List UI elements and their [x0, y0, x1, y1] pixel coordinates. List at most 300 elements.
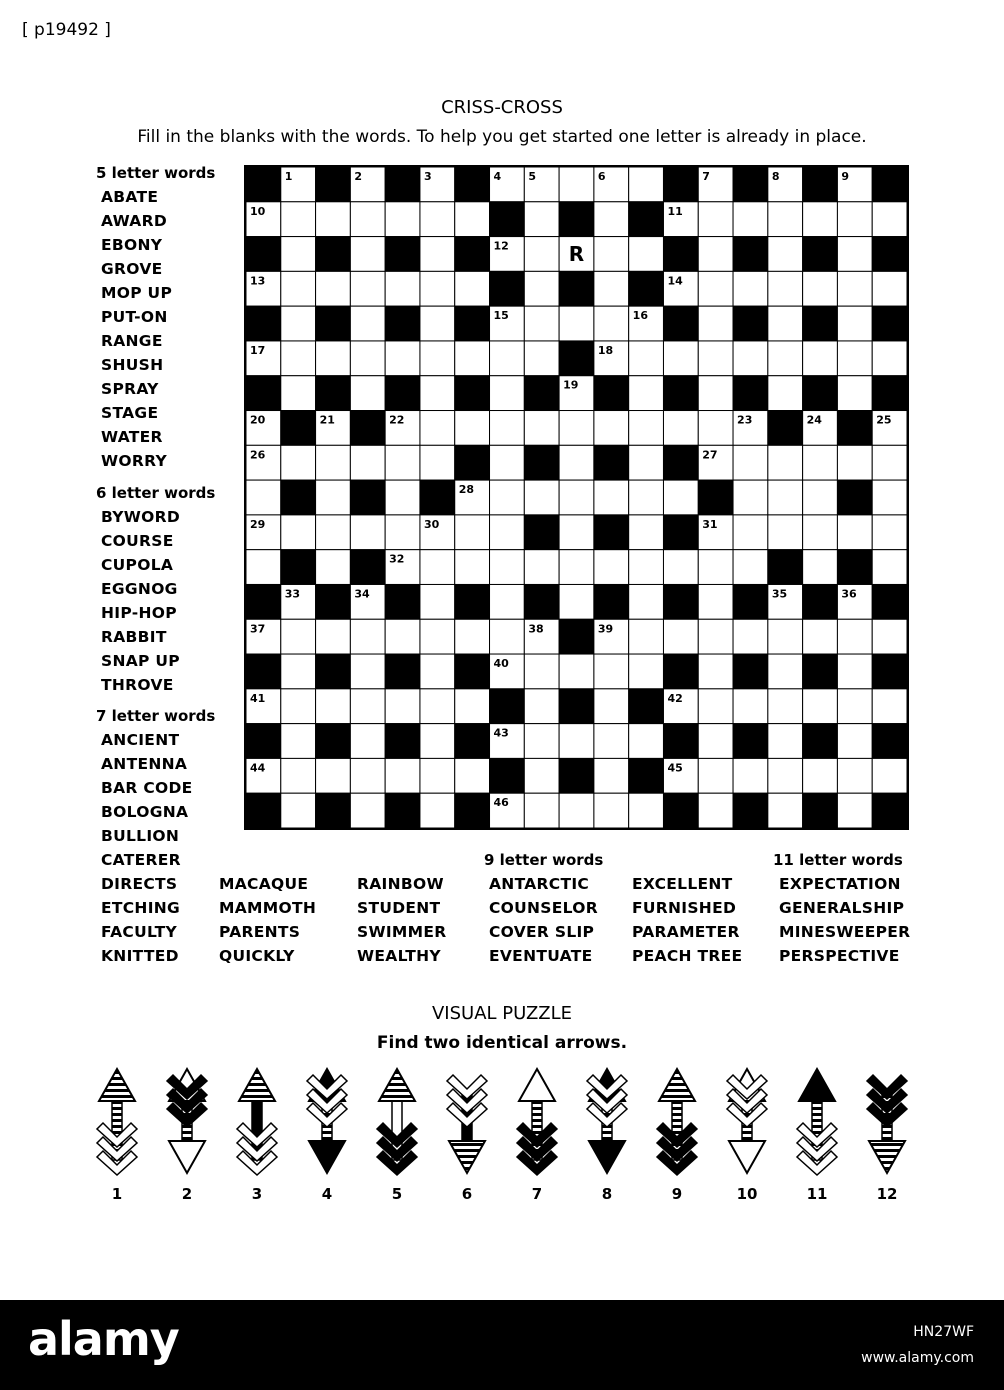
grid-cell[interactable] [837, 376, 872, 411]
grid-block [524, 515, 559, 550]
grid-cell[interactable] [559, 724, 594, 759]
grid-cell[interactable] [490, 411, 525, 446]
grid-cell[interactable] [385, 515, 420, 550]
clue-number: 43 [493, 726, 509, 740]
grid-block [385, 724, 420, 759]
grid-cell[interactable] [524, 689, 559, 724]
grid-cell[interactable] [594, 202, 629, 237]
clue-number: 38 [528, 622, 544, 636]
grid-cell[interactable] [837, 793, 872, 828]
grid-cell[interactable] [490, 376, 525, 411]
grid-cell[interactable] [629, 584, 664, 619]
grid-cell[interactable] [594, 793, 629, 828]
grid-cell[interactable] [316, 515, 351, 550]
grid-block [803, 793, 838, 828]
grid-cell[interactable] [420, 654, 455, 689]
grid-cell[interactable] [281, 445, 316, 480]
grid-cell[interactable] [698, 237, 733, 272]
grid-cell[interactable] [316, 445, 351, 480]
grid-cell[interactable] [385, 480, 420, 515]
grid-cell[interactable] [663, 550, 698, 585]
grid-cell[interactable] [246, 550, 281, 585]
grid-cell[interactable] [559, 480, 594, 515]
arrow-figure [167, 1069, 207, 1203]
grid-cell[interactable] [455, 202, 490, 237]
grid-cell[interactable] [733, 202, 768, 237]
grid-cell[interactable] [316, 758, 351, 793]
grid-cell[interactable] [768, 724, 803, 759]
grid-cell[interactable] [490, 550, 525, 585]
grid-cell[interactable] [629, 724, 664, 759]
grid-cell[interactable] [768, 689, 803, 724]
word-list-item: COVER SLIP [489, 923, 595, 941]
grid-cell[interactable] [316, 202, 351, 237]
clue-number: 41 [250, 691, 266, 705]
grid-block [455, 306, 490, 341]
grid-cell[interactable] [350, 758, 385, 793]
grid-cell[interactable] [629, 515, 664, 550]
grid-cell[interactable] [350, 689, 385, 724]
grid-cell[interactable] [385, 271, 420, 306]
grid-cell[interactable] [385, 619, 420, 654]
grid-cell[interactable] [698, 724, 733, 759]
grid-cell[interactable] [872, 689, 907, 724]
word-list-item: PARAMETER [632, 923, 740, 941]
grid-cell[interactable] [872, 550, 907, 585]
grid-block [281, 411, 316, 446]
grid-cell[interactable] [316, 341, 351, 376]
grid-cell[interactable] [837, 758, 872, 793]
grid-cell[interactable] [350, 202, 385, 237]
grid-cell[interactable] [420, 793, 455, 828]
grid-cell[interactable] [803, 202, 838, 237]
grid-cell[interactable] [385, 689, 420, 724]
grid-cell[interactable] [490, 445, 525, 480]
grid-cell[interactable] [524, 654, 559, 689]
grid-cell[interactable] [837, 341, 872, 376]
grid-cell[interactable] [524, 758, 559, 793]
grid-cell[interactable] [663, 619, 698, 654]
grid-cell[interactable] [629, 445, 664, 480]
grid-cell[interactable] [281, 654, 316, 689]
grid-block [281, 480, 316, 515]
grid-cell[interactable] [768, 515, 803, 550]
clue-number: 3 [423, 170, 432, 183]
grid-cell[interactable] [768, 341, 803, 376]
word-list-item: BOLOGNA [101, 803, 189, 821]
grid-cell[interactable] [837, 271, 872, 306]
grid-cell[interactable] [350, 654, 385, 689]
grid-cell[interactable] [385, 341, 420, 376]
grid-cell[interactable] [698, 584, 733, 619]
grid-cell[interactable] [385, 758, 420, 793]
grid-cell[interactable] [455, 411, 490, 446]
grid-cell[interactable] [350, 376, 385, 411]
clue-number: 27 [702, 448, 718, 462]
grid-cell[interactable] [316, 480, 351, 515]
grid-cell[interactable] [663, 341, 698, 376]
clue-number: 28 [458, 483, 475, 497]
grid-cell[interactable] [559, 550, 594, 585]
word-list-item: RABBIT [101, 628, 167, 646]
grid-cell[interactable] [698, 793, 733, 828]
grid-cell[interactable] [803, 445, 838, 480]
clue-number: 22 [389, 413, 405, 427]
grid-cell[interactable] [490, 515, 525, 550]
grid-cell[interactable] [803, 515, 838, 550]
grid-cell[interactable] [420, 306, 455, 341]
grid-cell[interactable] [594, 271, 629, 306]
clue-number: 14 [667, 274, 683, 288]
grid-cell[interactable] [490, 480, 525, 515]
clue-number: 37 [250, 622, 266, 636]
grid-cell[interactable] [629, 550, 664, 585]
grid-cell[interactable] [698, 411, 733, 446]
grid-cell[interactable] [559, 306, 594, 341]
grid-block [698, 480, 733, 515]
grid-cell[interactable] [733, 445, 768, 480]
clue-number: 5 [528, 170, 536, 183]
grid-cell[interactable] [733, 515, 768, 550]
grid-block [385, 376, 420, 411]
grid-block [594, 515, 629, 550]
grid-cell[interactable] [698, 306, 733, 341]
grid-cell[interactable] [490, 619, 525, 654]
clue-number: 26 [250, 448, 266, 462]
grid-cell[interactable] [872, 202, 907, 237]
grid-cell[interactable] [350, 619, 385, 654]
grid-cell[interactable] [594, 411, 629, 446]
grid-cell[interactable] [803, 271, 838, 306]
grid-cell[interactable] [629, 793, 664, 828]
grid-block [629, 758, 664, 793]
grid-cell[interactable] [698, 376, 733, 411]
grid-cell[interactable] [455, 619, 490, 654]
grid-cell[interactable] [594, 654, 629, 689]
grid-cell[interactable] [559, 793, 594, 828]
grid-cell[interactable] [350, 341, 385, 376]
grid-cell[interactable] [594, 237, 629, 272]
grid-block [663, 654, 698, 689]
arrow-label: 11 [806, 1185, 828, 1203]
grid-cell[interactable] [524, 793, 559, 828]
grid-cell[interactable] [350, 445, 385, 480]
word-list-item: PUT-ON [101, 308, 168, 326]
grid-cell[interactable] [837, 619, 872, 654]
grid-cell[interactable] [629, 654, 664, 689]
grid-cell[interactable] [594, 689, 629, 724]
grid-cell[interactable] [420, 376, 455, 411]
grid-cell[interactable] [385, 445, 420, 480]
word-list-item: BYWORD [101, 508, 181, 526]
grid-cell[interactable] [698, 619, 733, 654]
grid-cell[interactable] [455, 689, 490, 724]
grid-cell[interactable] [629, 480, 664, 515]
grid-cell[interactable] [524, 202, 559, 237]
arrow-label: 12 [876, 1185, 898, 1203]
grid-block [803, 584, 838, 619]
grid-cell[interactable] [872, 341, 907, 376]
grid-cell[interactable] [420, 619, 455, 654]
grid-cell[interactable] [420, 237, 455, 272]
arrow-label: 2 [181, 1185, 193, 1203]
grid-cell[interactable] [281, 271, 316, 306]
grid-block [837, 550, 872, 585]
grid-block [629, 202, 664, 237]
grid-cell[interactable] [629, 237, 664, 272]
grid-cell[interactable] [350, 237, 385, 272]
grid-cell[interactable] [455, 758, 490, 793]
grid-cell[interactable] [559, 654, 594, 689]
grid-cell[interactable] [768, 793, 803, 828]
arrow-label: 1 [111, 1185, 123, 1203]
grid-cell[interactable] [837, 306, 872, 341]
grid-cell[interactable] [768, 480, 803, 515]
grid-cell[interactable] [524, 271, 559, 306]
grid-cell[interactable] [837, 515, 872, 550]
word-list-heading: 11 letter words [773, 851, 903, 869]
grid-cell[interactable] [768, 619, 803, 654]
grid-cell[interactable] [629, 619, 664, 654]
grid-block [629, 271, 664, 306]
word-list-item: MACAQUE [219, 875, 309, 893]
grid-cell[interactable] [350, 515, 385, 550]
grid-cell[interactable] [837, 724, 872, 759]
grid-block [663, 724, 698, 759]
word-list-item: WORRY [101, 452, 168, 470]
grid-cell[interactable] [524, 480, 559, 515]
grid-cell[interactable] [316, 271, 351, 306]
grid-cell[interactable] [420, 550, 455, 585]
grid-block [350, 550, 385, 585]
grid-cell[interactable] [316, 619, 351, 654]
grid-cell[interactable] [872, 619, 907, 654]
clue-number: 10 [250, 204, 266, 218]
clue-number: 21 [319, 413, 335, 427]
grid-cell[interactable] [837, 654, 872, 689]
grid-cell[interactable] [559, 167, 594, 202]
grid-cell[interactable] [246, 480, 281, 515]
grid-block [350, 411, 385, 446]
grid-cell[interactable] [420, 341, 455, 376]
grid-cell[interactable] [698, 758, 733, 793]
grid-cell[interactable] [524, 341, 559, 376]
clue-number: 32 [389, 552, 405, 566]
grid-block [803, 654, 838, 689]
grid-cell[interactable] [768, 654, 803, 689]
word-list-item: STAGE [101, 404, 159, 422]
grid-cell[interactable] [837, 237, 872, 272]
grid-cell[interactable] [837, 445, 872, 480]
grid-block [872, 724, 907, 759]
grid-cell[interactable] [281, 306, 316, 341]
grid-cell[interactable] [420, 411, 455, 446]
arrow-label: 7 [531, 1185, 543, 1203]
grid-cell[interactable] [768, 271, 803, 306]
grid-cell[interactable] [420, 689, 455, 724]
grid-cell[interactable] [559, 445, 594, 480]
grid-cell[interactable] [733, 480, 768, 515]
grid-cell[interactable] [594, 758, 629, 793]
grid-cell[interactable] [872, 758, 907, 793]
arrow-label: 5 [391, 1185, 403, 1203]
grid-cell[interactable] [768, 202, 803, 237]
grid-cell[interactable] [281, 515, 316, 550]
grid-cell[interactable] [733, 271, 768, 306]
grid-cell[interactable] [316, 689, 351, 724]
grid-cell[interactable] [837, 202, 872, 237]
word-list-item: ANTENNA [101, 755, 188, 773]
grid-cell[interactable] [490, 584, 525, 619]
grid-cell[interactable] [594, 550, 629, 585]
grid-cell[interactable] [803, 619, 838, 654]
grid-cell[interactable] [594, 724, 629, 759]
grid-cell[interactable] [559, 411, 594, 446]
arrow-figure [797, 1069, 837, 1203]
grid-cell[interactable] [698, 654, 733, 689]
word-list-item: CUPOLA [101, 556, 174, 574]
arrow-label: 8 [601, 1185, 613, 1203]
grid-block [316, 376, 351, 411]
clue-number: 24 [806, 413, 822, 427]
grid-cell[interactable] [872, 480, 907, 515]
grid-cell[interactable] [455, 515, 490, 550]
arrow-label: 6 [461, 1185, 473, 1203]
grid-block [420, 480, 455, 515]
grid-cell[interactable] [281, 376, 316, 411]
grid-cell[interactable] [698, 341, 733, 376]
grid-cell[interactable] [524, 237, 559, 272]
grid-cell[interactable] [281, 758, 316, 793]
grid-cell[interactable] [594, 480, 629, 515]
grid-cell[interactable] [559, 584, 594, 619]
grid-cell[interactable] [837, 689, 872, 724]
grid-cell[interactable] [733, 689, 768, 724]
grid-canvas[interactable] [246, 167, 907, 828]
clue-number: 2 [354, 170, 363, 183]
clue-number: 17 [250, 343, 266, 357]
grid-cell[interactable] [420, 445, 455, 480]
grid-cell[interactable] [803, 480, 838, 515]
word-list-item: PERSPECTIVE [779, 947, 900, 965]
grid-cell[interactable] [733, 619, 768, 654]
grid-block [837, 480, 872, 515]
arrow-label: 9 [671, 1185, 683, 1203]
clue-number: 45 [667, 761, 683, 775]
grid-cell[interactable] [420, 202, 455, 237]
grid-cell[interactable] [803, 550, 838, 585]
grid-cell[interactable] [350, 793, 385, 828]
word-list-item: KNITTED [101, 947, 179, 965]
grid-cell[interactable] [698, 271, 733, 306]
grid-cell[interactable] [872, 515, 907, 550]
grid-block [559, 271, 594, 306]
grid-cell[interactable] [524, 306, 559, 341]
grid-cell[interactable] [559, 515, 594, 550]
grid-cell[interactable] [350, 306, 385, 341]
grid-cell[interactable] [524, 411, 559, 446]
grid-cell[interactable] [629, 167, 664, 202]
crossword-grid[interactable] [244, 165, 909, 830]
grid-cell[interactable] [455, 550, 490, 585]
given-letter: R [568, 241, 585, 266]
grid-cell[interactable] [768, 376, 803, 411]
word-list-item: ANCIENT [101, 731, 180, 749]
grid-cell[interactable] [420, 271, 455, 306]
arrow-figure [517, 1069, 557, 1203]
grid-block [455, 237, 490, 272]
grid-cell[interactable] [281, 689, 316, 724]
grid-cell[interactable] [698, 202, 733, 237]
grid-cell[interactable] [420, 724, 455, 759]
grid-cell[interactable] [803, 758, 838, 793]
grid-cell[interactable] [803, 341, 838, 376]
clue-number: 23 [737, 413, 753, 427]
grid-cell[interactable] [768, 237, 803, 272]
grid-cell[interactable] [524, 724, 559, 759]
grid-cell[interactable] [768, 758, 803, 793]
arrow-figure [237, 1069, 277, 1203]
grid-block [455, 445, 490, 480]
grid-cell[interactable] [281, 237, 316, 272]
arrow-label: 3 [251, 1185, 263, 1203]
clue-number: 20 [250, 413, 266, 427]
clue-number: 9 [841, 170, 850, 183]
grid-cell[interactable] [455, 271, 490, 306]
grid-cell[interactable] [733, 341, 768, 376]
clue-number: 1 [284, 170, 293, 183]
word-list-item: FURNISHED [632, 899, 737, 917]
grid-cell[interactable] [524, 550, 559, 585]
grid-cell[interactable] [281, 724, 316, 759]
grid-cell[interactable] [420, 758, 455, 793]
grid-cell[interactable] [803, 689, 838, 724]
grid-cell[interactable] [316, 550, 351, 585]
grid-block [455, 724, 490, 759]
grid-cell[interactable] [768, 306, 803, 341]
grid-cell[interactable] [350, 724, 385, 759]
arrow-figure [447, 1075, 487, 1203]
grid-cell[interactable] [455, 341, 490, 376]
grid-cell[interactable] [629, 411, 664, 446]
grid-cell[interactable] [281, 202, 316, 237]
clue-number: 30 [423, 517, 440, 531]
clue-number: 11 [667, 204, 683, 218]
grid-cell[interactable] [594, 306, 629, 341]
clue-number: 44 [250, 761, 266, 775]
grid-cell[interactable] [281, 341, 316, 376]
grid-cell[interactable] [350, 271, 385, 306]
grid-cell[interactable] [698, 550, 733, 585]
grid-cell[interactable] [698, 689, 733, 724]
grid-cell[interactable] [733, 758, 768, 793]
grid-cell[interactable] [281, 793, 316, 828]
grid-block [455, 654, 490, 689]
grid-cell[interactable] [420, 584, 455, 619]
grid-cell[interactable] [872, 445, 907, 480]
grid-cell[interactable] [733, 550, 768, 585]
grid-cell[interactable] [663, 480, 698, 515]
grid-cell[interactable] [872, 271, 907, 306]
grid-cell[interactable] [281, 619, 316, 654]
word-list-item: MOP UP [101, 284, 173, 302]
grid-cell[interactable] [629, 341, 664, 376]
grid-cell[interactable] [629, 376, 664, 411]
grid-cell[interactable] [768, 445, 803, 480]
grid-cell[interactable] [385, 202, 420, 237]
grid-cell[interactable] [490, 341, 525, 376]
grid-cell[interactable] [663, 411, 698, 446]
